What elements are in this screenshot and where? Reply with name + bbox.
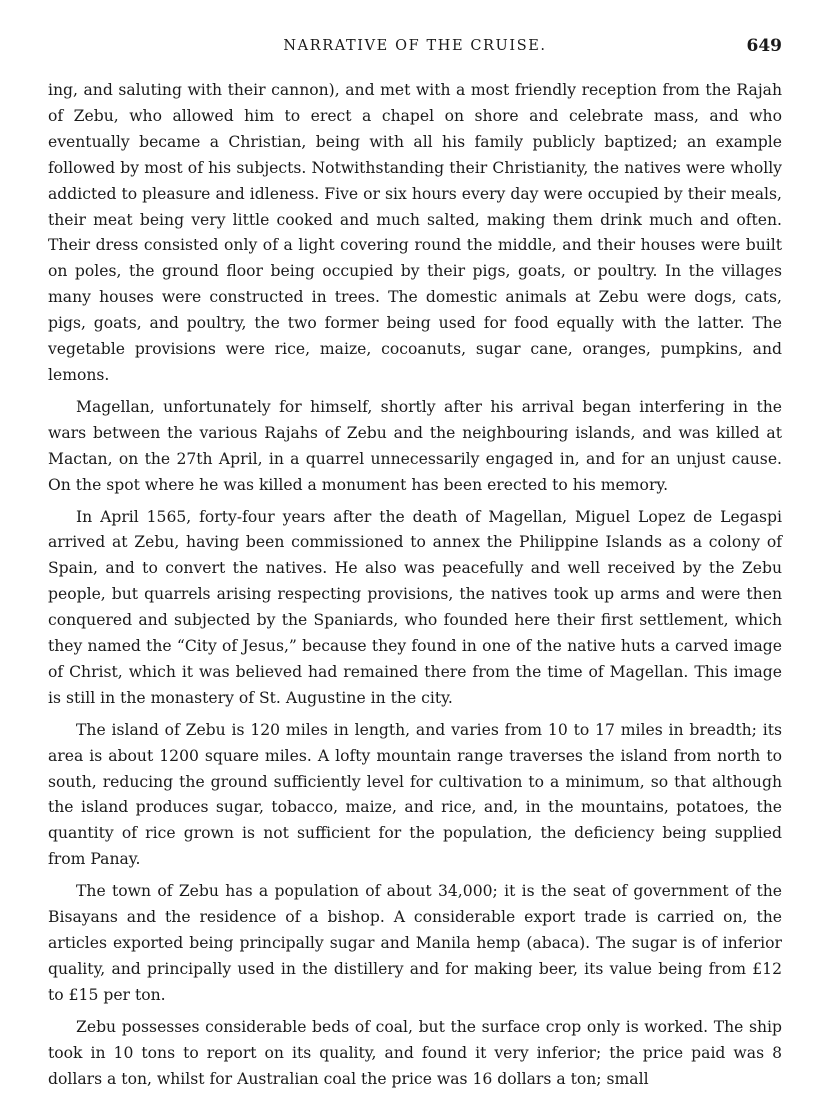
page-number: 649: [746, 36, 782, 56]
running-title: NARRATIVE OF THE CRUISE.: [283, 38, 547, 54]
paragraph-island-geography: The island of Zebu is 120 miles in length, and varies from 10 to 17 miles in breadth; its area is about 1200 square miles. A lofty mountain range traverses the island from north to south, reducing the ground sufficiently level for cultivation to a minimum, so that although the island produces sugar, tobacco, maize, and rice, and, in the mountains, potatoes, the quantity of rice grown is not sufficient for the population, the deficiency being supplied from Panay.: [48, 720, 782, 869]
running-head: [48, 38, 782, 62]
paragraph-continuation: ing, and saluting with their cannon), and met with a most friendly reception from the Rajah of Zebu, who allowed him to erect a chapel on shore and celebrate mass, and who eventually became a Christian, being with all his family publicly baptized; an example followed by most of his subjects. Notwithstanding their Christianity, the natives were wholly addicted to pleasure and idleness. Five or six hours every day were occupied by their meals, their meat being very little cooked and much salted, making them drink much and often. Their dress consisted only of a light covering round the middle, and their houses were built on poles, the ground floor being occupied by their pigs, goats, or poultry. In the villages many houses were constructed in trees. The domestic animals at Zebu were dogs, cats, pigs, goats, and poultry, the two former being used for food equally with the latter. The vegetable provisions were rice, maize, cocoanuts, sugar cane, oranges, pumpkins, and lemons.: [48, 81, 782, 384]
paragraph-town-of-zebu: The town of Zebu has a population of about 34,000; it is the seat of government of the Bisayans and the residence of a bishop. A considerable export trade is carried on, the articles exported being principally sugar and Manila hemp (abaca). The sugar is of inferior quality, and principally used in the distillery and for making beer, its value being from £12 to £15 per ton.: [48, 882, 782, 1004]
paragraph-coal: Zebu possesses considerable beds of coal, but the surface crop only is worked. The ship took in 10 tons to report on its quality, and found it very inferior; the price paid was 8 dollars a ton, whilst for Australian coal the price was 16 dollars a ton; small: [48, 1017, 782, 1088]
body-text: [48, 78, 782, 1098]
book-page: [48, 0, 782, 1100]
paragraph-magellan: Magellan, unfortunately for himself, shortly after his arrival began interfering in the wars between the various Rajahs of Zebu and the neighbouring islands, and was killed at Mactan, on the 27th April, in a quarrel unnecessarily engaged in, and for an unjust cause. On the spot where he was killed a monument has been erected to his memory.: [48, 397, 782, 494]
paragraph-legaspi: In April 1565, forty-four years after the death of Magellan, Miguel Lopez de Legaspi arrived at Zebu, having been commissioned to annex the Philippine Islands as a colony of Spain, and to convert the natives. He also was peacefully and well received by the Zebu people, but quarrels arising respecting provisions, the natives took up arms and were then conquered and subjected by the Spaniards, who founded here their first settlement, which they named the “City of Jesus,” because they found in one of the native huts a carved image of Christ, which it was believed had remained there from the time of Magellan. This image is still in the monastery of St. Augustine in the city.: [48, 507, 782, 707]
